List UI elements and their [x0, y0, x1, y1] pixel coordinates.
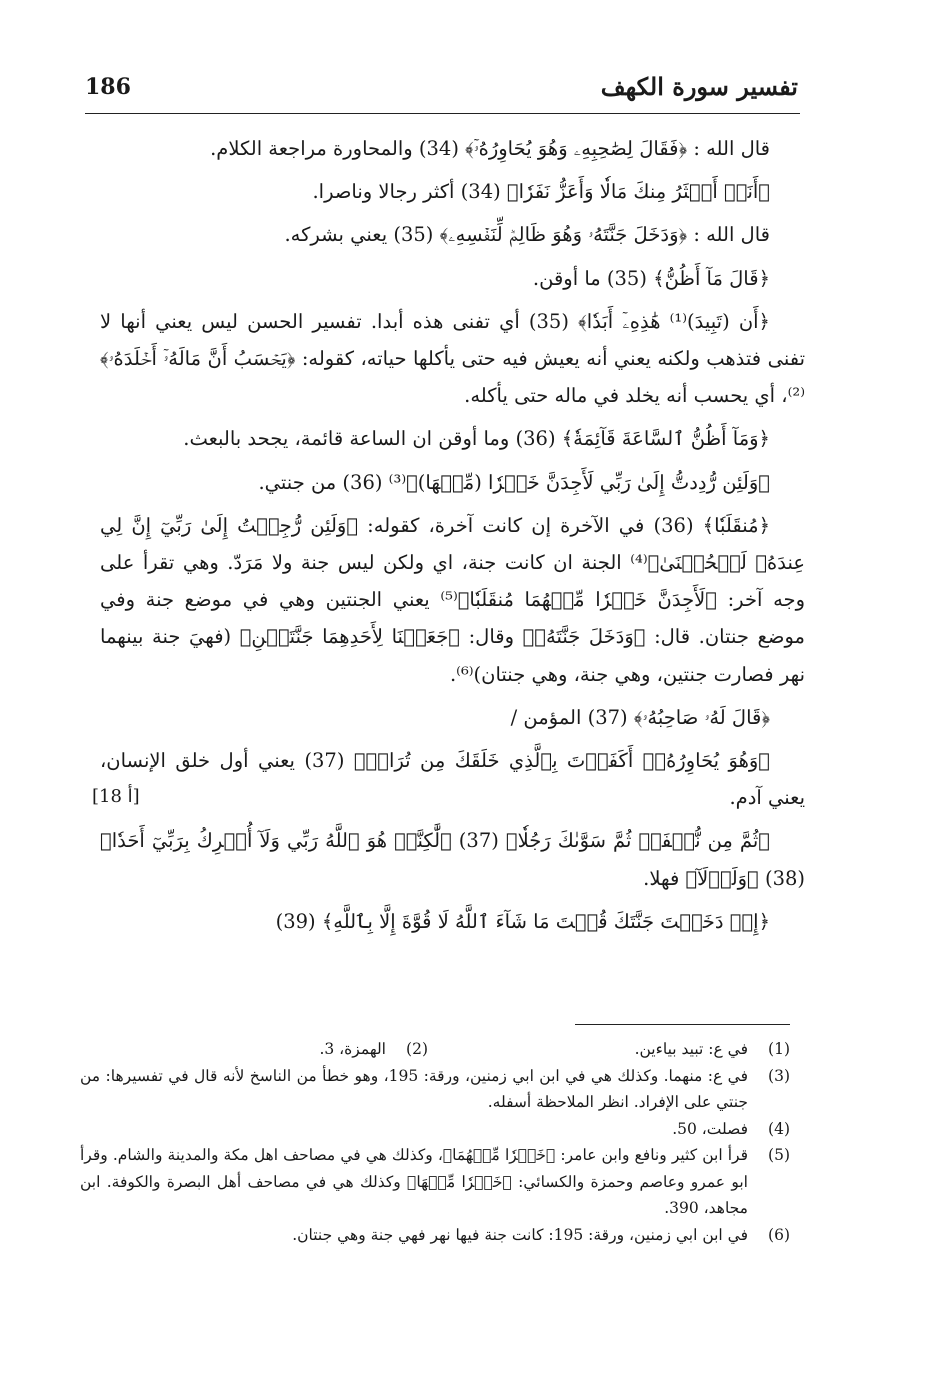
- footnote-text: الهمزة، 3.: [319, 1040, 386, 1058]
- paragraph: ﴿وَلَئِن رُّدِدتُّ إِلَىٰ رَبِّي لَأَجِدَنَّ خَيۡرٗا (مِّنۡهَا)﴾⁽³⁾ (36) من جنتي.: [258, 470, 770, 494]
- footnote: [126, 1036, 428, 1063]
- footnote-number: (2): [406, 1040, 428, 1058]
- footnote-number: (5): [768, 1146, 790, 1164]
- paragraph: ﴿مُنقَلَبٗا﴾ (36) في الآخرة إن كانت آخرة، كقوله: ﴿وَلَئِن رُّجِعۡتُ إِلَىٰ رَبِّيٓ إِنَّ لِي عِندَهُۥ لَلۡحُسۡنَىٰ﴾⁽⁴⁾ الجنة ان كانت جنة، اي ولكن ليس جنة ولا مَرَدّ. وهي تقرأ على وجه آخر: ﴿لَأَجِدَنَّ خَيۡرٗا مِّنۡهُمَا مُنقَلَبٗا﴾⁽⁵⁾ يعني الجنتين وهي في موضع جنة وفي موضع جنتان. قال: ﴿وَدَخَلَ جَنَّتَهُۥ﴾ وقال: ﴿جَعَلۡنَا لِأَحَدِهِمَا جَنَّتَيۡنِ﴾ (فهيَ جنة بينهما نهر فصارت جنتين، وهي جنة، وهي جنتان)⁽⁶⁾.: [100, 513, 805, 686]
- paragraph: ﴿إِذۡ دَخَلۡتَ جَنَّتَكَ قُلۡتَ مَا شَآءَ ٱللَّهُ لَا قُوَّةَ إِلَّا بِٱللَّهِ﴾ (39): [275, 909, 770, 933]
- footnote-rule: [575, 1024, 790, 1025]
- paragraph: قال الله : ﴿فَقَالَ لِصَٰحِبِهِۦ وَهُوَ يُحَاوِرُهُۥٓ﴾ (34) والمحاورة مراجعة الكلام.: [210, 137, 770, 160]
- footnote: [80, 1142, 790, 1222]
- main-text: [100, 130, 805, 946]
- footnote-text: في ع: منهما. وكذلك هي في ابن ابي زمنين، ورقة: 195، وهو خطأ من الناسخ لأنه قال في تفسيرها: من جنتي على الإفراد. انظر الملاحظة أسفله.: [80, 1066, 748, 1111]
- footnote: [488, 1036, 790, 1063]
- paragraph: ﴿وَهُوَ يُحَاوِرُهُۥٓ أَكَفَرۡتَ بِٱلَّذِي خَلَقَكَ مِن تُرَابٖ﴾ (37) يعني أول خلق الإنسان، يعني آدم.: [100, 749, 805, 810]
- page-number: 186: [85, 74, 131, 100]
- paragraph: ﴿ثُمَّ مِن نُّطۡفَةٖ ثُمَّ سَوَّىٰكَ رَجُلٗا﴾ (37) ﴿لَّٰكِنَّا۠ هُوَ ٱللَّهُ رَبِّي وَلَآ أُشۡرِكُ بِرَبِّيٓ أَحَدٗا﴾ (38) ﴿وَلَوۡلَآ﴾ فهلا.: [100, 829, 805, 890]
- paragraph: ﴿وَمَآ أَظُنُّ ٱلسَّاعَةَ قَآئِمَةٗ﴾ (36) وما أوقن ان الساعة قائمة، يجحد بالبعث.: [183, 427, 770, 451]
- paragraph: ﴿قَالَ مَآ أَظُنُّ﴾ (35) ما أوقن.: [532, 266, 770, 290]
- running-title: تفسير سورة الكهف: [600, 72, 798, 101]
- footnote-text: في ع: تبيد بياءين.: [634, 1040, 748, 1058]
- footnote: [80, 1063, 790, 1116]
- margin-folio-note: [18 أ]: [92, 786, 140, 807]
- footnote-text: في ابن ابي زمنين، ورقة: 195: كانت جنة فيها نهر فهي جنة وهي جنتان.: [292, 1225, 748, 1244]
- paragraph: قال الله : ﴿وَدَخَلَ جَنَّتَهُۥ وَهُوَ ظَالِمٞ لِّنَفۡسِهِۦ﴾ (35) يعني بشركه.: [284, 223, 770, 247]
- footnote: [80, 1222, 790, 1249]
- paragraph: ﴿أَنَا۠ أَكۡثَرُ مِنكَ مَالٗا وَأَعَزُّ نَفَرٗا﴾ (34) أكثر رجالا وناصرا.: [312, 180, 770, 204]
- footnote-text: فصلت، 50.: [672, 1119, 748, 1138]
- footnote-number: (6): [768, 1225, 790, 1244]
- footnote: [80, 1116, 790, 1143]
- footnote-number: (1): [768, 1040, 790, 1058]
- page-header: [85, 68, 800, 108]
- paragraph: ﴿أَن (تَبِيدَ)⁽¹⁾ هَٰذِهِۦٓ أَبَدٗا﴾ (35) أي تفنى هذه أبدا. تفسير الحسن ليس يعني أنها لا تفنى فتذهب ولكنه يعني أنه يعيش فيه حتى يأكلها حياته، كقوله: ﴿يَحۡسَبُ أَنَّ مَالَهُۥٓ أَخۡلَدَهُۥ﴾⁽²⁾، أي يحسب أنه يخلد في ماله حتى يأكله.: [100, 309, 805, 408]
- paragraph: ﴿قَالَ لَهُۥ صَاحِبُهُۥ﴾ (37) المؤمن /: [510, 705, 770, 729]
- footnote-text: قرأ ابن كثير ونافع وابن عامر: ﴿خَيۡرٗا مِّنۡهُمَا﴾، وكذلك هي في مصاحف اهل مكة والمدينة والشام. وقرأ ابو عمرو وعاصم وحمزة والكسائي: ﴿خَيۡرٗا مِّنۡهَا﴾ وكذلك هي في مصاحف أهل البصرة والكوفة. ابن مجاهد، 390.: [80, 1146, 748, 1217]
- footnote-number: (3): [768, 1066, 790, 1085]
- footnote-row: [80, 1036, 790, 1063]
- header-rule: [85, 113, 800, 114]
- footnotes: [80, 1036, 790, 1248]
- footnote-number: (4): [768, 1119, 790, 1138]
